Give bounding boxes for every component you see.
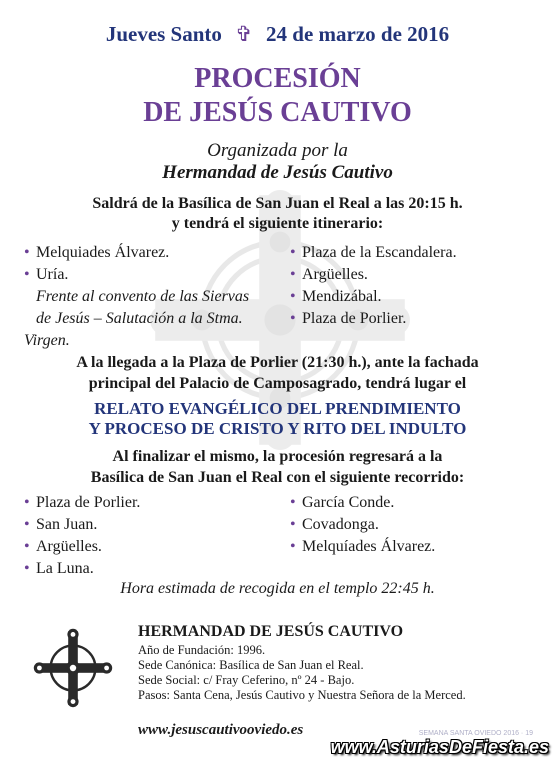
page-title — [0, 62, 555, 130]
list-item: • Plaza de la Escandalera. — [290, 242, 530, 264]
info-title: HERMANDAD DE JESÚS CAUTIVO — [138, 623, 404, 640]
relato-heading — [0, 399, 555, 439]
header-date: 24 de marzo de 2016 — [266, 22, 450, 46]
itinerary-list-right — [290, 242, 530, 330]
itinerary-note: de Jesús – Salutación a la Stma. — [36, 310, 243, 327]
list-item: • Covadonga. — [290, 514, 530, 536]
cross-icon: ✞ — [235, 22, 253, 46]
organized-by — [0, 140, 555, 184]
organized-by-label: Organizada por la — [207, 140, 348, 161]
list-item: • Argüelles. — [290, 264, 530, 286]
brand-watermark: www.AsturiasDeFiesta.es — [330, 737, 549, 757]
list-item: • Plaza de Porlier. — [24, 492, 264, 514]
list-item: • La Luna. — [24, 558, 264, 580]
return-text — [0, 446, 555, 488]
info-pasos: Pasos: Santa Cena, Jesús Cautivo y Nuestra Señora de la Merced. — [138, 688, 466, 702]
title-line-2: DE JESÚS CAUTIVO — [143, 97, 412, 128]
page-footer-note: SEMANA SANTA OVIEDO 2016 · 19 — [418, 730, 533, 737]
info-sede-canonica: Sede Canónica: Basílica de San Juan el Real. — [138, 658, 364, 672]
itinerary-note: Virgen. — [24, 332, 70, 349]
return-list-right — [290, 492, 530, 558]
info-sede-social: Sede Social: c/ Fray Ceferino, nº 24 - Bajo. — [138, 673, 355, 687]
return-list-left — [24, 492, 264, 580]
arrival-line-2: principal del Palacio de Camposagrado, tendrá lugar el — [88, 375, 467, 392]
info-fundacion: Año de Fundación: 1996. — [138, 643, 266, 657]
list-item: • Mendizábal. — [290, 286, 530, 308]
website-link[interactable]: www.jesuscautivooviedo.es — [138, 722, 304, 738]
brotherhood-info — [138, 622, 538, 703]
list-item: • Melquiades Álvarez. — [24, 242, 284, 264]
brotherhood-cross-logo-icon — [33, 628, 113, 708]
relato-line-2: Y PROCESO DE CRISTO Y RITO DEL INDULTO — [88, 419, 467, 438]
list-item: • García Conde. — [290, 492, 530, 514]
departure-intro — [0, 194, 555, 234]
list-item: • Argüelles. — [24, 536, 264, 558]
arrival-line-1: A la llegada a la Plaza de Porlier (21:30 h.), ante la fachada — [76, 354, 479, 371]
list-item: • San Juan. — [24, 514, 264, 536]
list-item: • Melquíades Álvarez. — [290, 536, 530, 558]
header-date-line — [0, 22, 555, 47]
organizer-name: Hermandad de Jesús Cautivo — [162, 162, 393, 183]
arrival-text — [0, 352, 555, 394]
itinerary-list-left — [24, 242, 284, 352]
estimated-return-time: Hora estimada de recogida en el templo 22:45 h. — [120, 580, 435, 597]
return-line-1: Al finalizar el mismo, la procesión regresará a la — [112, 448, 443, 465]
return-line-2: Basílica de San Juan el Real con el siguiente recorrido: — [90, 469, 465, 486]
list-item: • Plaza de Porlier. — [290, 308, 530, 330]
itinerary-note: Frente al convento de las Siervas — [36, 288, 250, 305]
intro-line-1: Saldrá de la Basílica de San Juan el Real a las 20:15 h. — [92, 195, 463, 212]
relato-line-1: RELATO EVANGÉLICO DEL PRENDIMIENTO — [94, 399, 461, 418]
header-day: Jueves Santo — [105, 22, 222, 46]
intro-line-2: y tendrá el siguiente itinerario: — [171, 215, 384, 232]
title-line-1: PROCESIÓN — [194, 63, 361, 94]
list-item: • Uría. — [24, 264, 284, 286]
